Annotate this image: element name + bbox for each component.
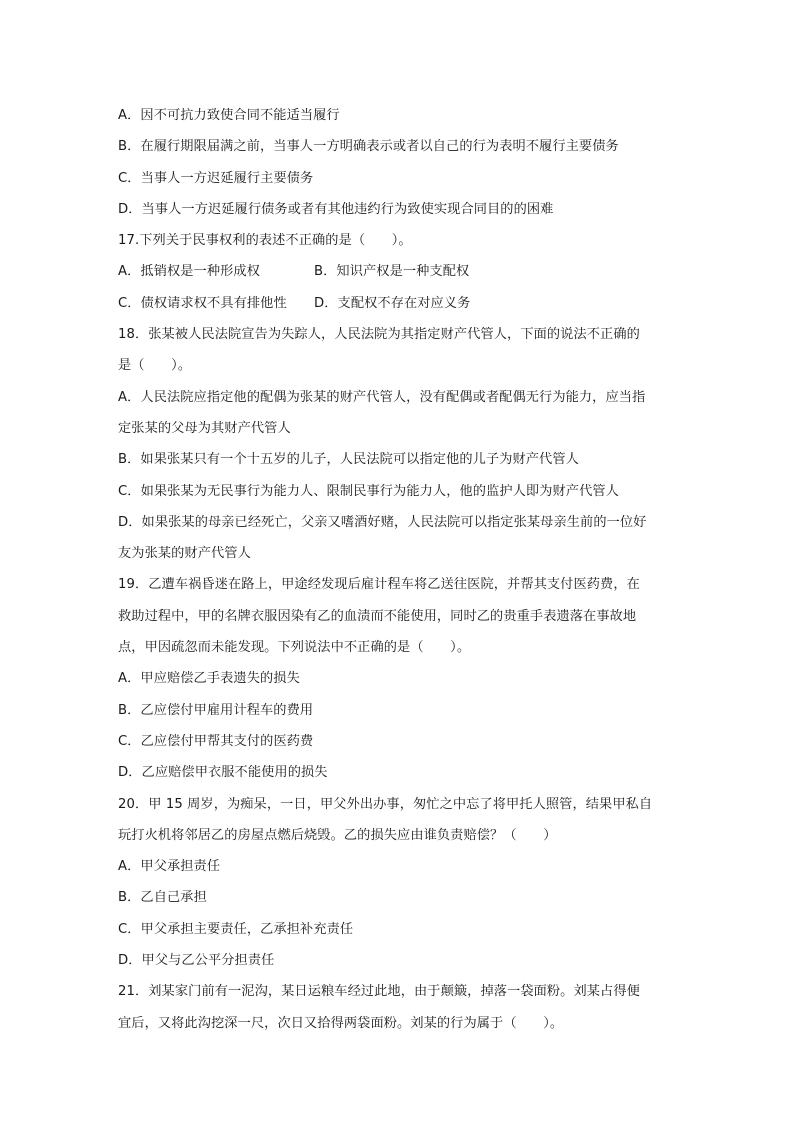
q18-stem-line: 18．张某被人民法院宣告为失踪人，人民法院为其指定财产代管人，下面的说法不正确的	[118, 327, 640, 343]
q17-option-c: C．债权请求权不具有排他性	[118, 295, 287, 311]
q16-option-b: B．在履行期限届满之前，当事人一方明确表示或者以自己的行为表明不履行主要债务	[118, 139, 619, 155]
q19-stem-line: 点，甲因疏忽而未能发现。下列说法中不正确的是（ ）。	[118, 640, 471, 656]
q20-stem-line: 20．甲 15 周岁，为痴呆，一日，甲父外出办事，匆忙之中忘了将甲托人照管，结果甲私自	[118, 796, 653, 812]
q18-option-a: A．人民法院应指定他的配偶为张某的财产代管人，没有配偶或者配偶无行为能力，应当指	[118, 389, 646, 405]
q18-option-c: C．如果张某为无民事行为能力人、限制民事行为能力人，他的监护人即为财产代管人	[118, 483, 619, 499]
q21-stem-line: 21．刘某家门前有一泥沟，某日运粮车经过此地，由于颠簸，掉落一袋面粉。刘某占得便	[118, 984, 640, 1000]
q17-option-b: B．知识产权是一种支配权	[314, 264, 470, 280]
q20-option-b: B．乙自己承担	[118, 890, 207, 906]
q18-option-a-cont: 定张某的父母为其财产代管人	[118, 420, 291, 436]
q16-option-c: C．当事人一方迟延履行主要债务	[118, 170, 314, 186]
q17-options-row-2	[118, 288, 678, 319]
q19-option-d: D．乙应赔偿甲衣服不能使用的损失	[118, 765, 328, 781]
q16-option-a: A．因不可抗力致使合同不能适当履行	[118, 108, 340, 123]
q19-option-b: B．乙应偿付甲雇用计程车的费用	[118, 702, 314, 718]
q20-option-d: D．甲父与乙公平分担责任	[118, 953, 275, 969]
q20-stem-line: 玩打火机将邻居乙的房屋点燃后烧毁。乙的损失应由谁负责赔偿？（ ）	[118, 827, 557, 843]
q19-stem-line: 19．乙遭车祸昏迷在路上，甲途经发现后雇计程车将乙送往医院，并帮其支付医药费，在	[118, 577, 640, 593]
q18-option-d-cont: 友为张某的财产代管人	[118, 546, 251, 562]
exam-question-list	[118, 100, 678, 1039]
q17-option-d: D．支配权不存在对应义务	[314, 295, 471, 311]
q18-option-d: D．如果张某的母亲已经死亡，父亲又嗜酒好赌，人民法院可以指定张某母亲生前的一位好	[118, 514, 647, 530]
q18-option-b: B．如果张某只有一个十五岁的儿子，人民法院可以指定他的儿子为财产代管人	[118, 452, 579, 468]
q17-option-a: A．抵销权是一种形成权	[118, 264, 260, 280]
q17-stem: 17.下列关于民事权利的表述不正确的是（ ）。	[118, 233, 412, 249]
q20-option-a: A．甲父承担责任	[118, 859, 221, 875]
q18-stem-line: 是（ ）。	[118, 358, 192, 374]
q19-option-a: A．甲应赔偿乙手表遗失的损失	[118, 671, 300, 687]
q21-stem-line: 宜后，又将此沟挖深一尺，次日又拾得两袋面粉。刘某的行为属于（ ）。	[118, 1015, 564, 1031]
q17-options-row-1	[118, 256, 678, 287]
q20-option-c: C．甲父承担主要责任，乙承担补充责任	[118, 921, 354, 937]
q19-option-c: C．乙应偿付甲帮其支付的医药费	[118, 733, 314, 749]
q19-stem-line: 救助过程中，甲的名牌衣服因染有乙的血渍而不能使用，同时乙的贵重手表遗落在事故地	[118, 608, 637, 624]
q16-option-d: D．当事人一方迟延履行债务或者有其他违约行为致使实现合同目的的困难	[118, 201, 554, 217]
